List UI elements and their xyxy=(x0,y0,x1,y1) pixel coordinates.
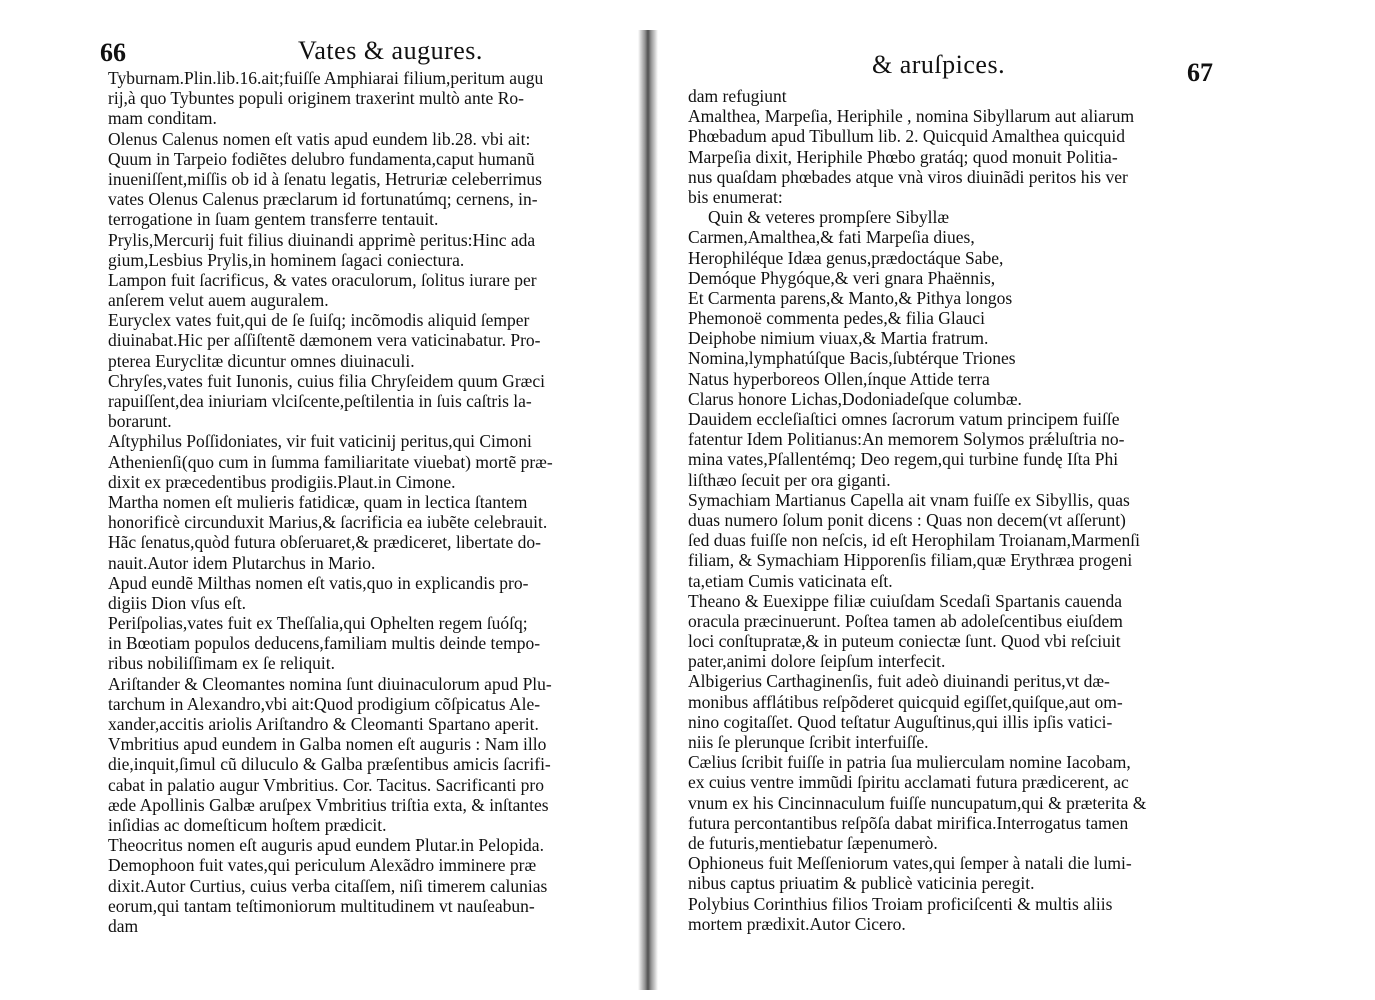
text-line: de futuris,mentiebatur ſæpenumerò. xyxy=(688,832,938,853)
text-line: Symachiam Martianus Capella ait vnam fuiſſe ex Sibyllis, quas xyxy=(688,489,1130,510)
left-body-text xyxy=(108,68,628,936)
text-line: anſerem velut auem auguralem. xyxy=(108,290,329,311)
text-line: dixit.Autor Curtius, cuius verba citaſſem, niſi timerem calunias xyxy=(108,875,548,896)
text-line: vnum ex his Cincinnaculum fuiſſe nuncupatum,qui & præterita & xyxy=(688,792,1147,813)
text-line: Polybius Corinthius filios Troiam proficiſcenti & multis aliis xyxy=(688,893,1113,914)
text-line: Cælius ſcribit fuiſſe in patria ſua mulierculam nomine Iacobam, xyxy=(688,752,1131,773)
text-line: mam conditam. xyxy=(108,108,217,129)
text-line: fatentur Idem Politianus:An memorem Solymos prǽluſtria no- xyxy=(688,429,1125,450)
text-line: dam xyxy=(108,915,139,936)
text-line: cabat in palatio augur Vmbritius. Cor. Tacitus. Sacrificanti pro xyxy=(108,774,545,795)
text-line: Deiphobe nimium viuax,& Martia fratrum. xyxy=(688,328,989,349)
text-line: inſidias ac domeſticum hoſtem prædicit. xyxy=(108,814,387,835)
text-line: futura percontantibus reſpõſa dabat mirifica.Interrogatus tamen xyxy=(688,812,1129,833)
page-number: 66 xyxy=(100,38,126,67)
page-number: 67 xyxy=(1187,58,1213,87)
book-gutter xyxy=(638,30,658,990)
text-line: Nomina,lymphatúſque Bacis,ſubtérque Triones xyxy=(688,348,1016,369)
text-line: Ophioneus fuit Meſſeniorum vates,qui ſemper à natali die lumi- xyxy=(688,853,1132,874)
text-line: ſed duas fuiſſe non neſcis, id eſt Herophilam Troianam,Marmenſi xyxy=(688,530,1141,551)
text-line: filiam, & Symachiam Hipporenſis filiam,quæ Erythræa progeni xyxy=(688,550,1133,571)
left-page xyxy=(0,0,640,1000)
text-line: niis ſe plerunque ſcribit interfuiſſe. xyxy=(688,732,929,752)
text-line: Clarus honore Lichas,Dodoniadeſque columbæ. xyxy=(688,388,1022,409)
text-line: Vmbritius apud eundem in Galba nomen eſt auguris : Nam illo xyxy=(108,734,547,755)
text-line: Phemonoë commenta pedes,& filia Glauci xyxy=(688,308,985,329)
text-line: Hãc ſenatus,quòd futura obſeruaret,& prædiceret, libertate do- xyxy=(108,532,541,553)
text-line: Quum in Tarpeio fodiẽtes delubro fundamenta,caput humanũ xyxy=(108,148,535,169)
text-line: Periſpolias,vates fuit ex Theſſalia,qui Ophelten regem ſuóſq; xyxy=(108,613,528,634)
text-line: Phœbadum apud Tibullum lib. 2. Quicquid Amalthea quicquid xyxy=(688,126,1126,147)
text-line: pterea Euryclitæ dicuntur omnes diuinaculi. xyxy=(108,350,415,371)
text-line: dixit ex præcedentibus prodigiis.Plaut.in Cimone. xyxy=(108,471,456,492)
text-line: oracula præcinuerunt. Poſtea tamen ab adoleſcentibus eiuſdem xyxy=(688,610,1123,631)
text-line: Aſtyphilus Poſſidoniates, vir fuit vaticinij peritus,qui Cimoni xyxy=(108,431,532,452)
text-line: mortem prædixit.Autor Cicero. xyxy=(688,913,906,934)
text-line: nus quaſdam phœbades atque vnà viros diuinãdi peritos his ver xyxy=(688,166,1128,187)
text-line: Carmen,Amalthea,& fati Marpeſia diues, xyxy=(688,227,975,248)
text-line: Chryſes,vates fuit Iunonis, cuius filia Chryſeidem quum Græci xyxy=(108,370,545,391)
text-line: pater,animi dolore ſeipſum interfecit. xyxy=(688,651,946,672)
text-line: Albigerius Carthaginenſis, fuit adeò diuinandi peritus,vt dæ- xyxy=(688,671,1110,692)
text-line: æde Apollinis Galbæ aruſpex Vmbritius triſtia exta, & inſtantes xyxy=(108,794,549,815)
text-line: digiis Dion vſus eſt. xyxy=(108,592,247,613)
text-line: Demóque Phygóque,& veri gnara Phaënnis, xyxy=(688,267,996,288)
text-line: ta,etiam Cumis vaticinata eſt. xyxy=(688,570,893,591)
right-page xyxy=(660,0,1375,1000)
text-line: gium,Lesbius Prylis,in hominem ſagaci coniectura. xyxy=(108,249,465,270)
text-line: die,inquit,ſimul cũ diluculo & Galba præſentibus amicis ſacrifi- xyxy=(108,754,551,775)
text-line: Herophiléque Idæa genus,prædoctáque Sabe, xyxy=(688,247,1004,268)
text-line: Amalthea, Marpeſia, Heriphile , nomina Sibyllarum aut aliarum xyxy=(688,106,1135,127)
text-line: bis enumerat: xyxy=(688,186,783,207)
text-line: Athenienſi(quo cum in ſumma familiaritate viuebat) mortẽ præ- xyxy=(108,451,553,472)
text-line: eorum,qui tantam teſtimoniorum multitudinem vt nauſeabun- xyxy=(108,895,535,916)
text-line: xander,accitis ariolis Ariſtandro & Cleomanti Spartano aperit. xyxy=(108,714,539,734)
text-line: Martha nomen eſt mulieris fatidicæ, quam in lectica ſtantem xyxy=(108,491,528,512)
text-line: nibus captus priuatim & publicè vaticinia peregit. xyxy=(688,873,1035,894)
text-line: in Bœotiam populos deducens,familiam multis deinde tempo- xyxy=(108,633,541,654)
text-line: Quin & veteres prompſere Sibyllæ xyxy=(708,207,950,228)
text-line: monibus afflátibus reſpõderet quicquid egiſſet,quiſque,aut om- xyxy=(688,691,1123,712)
text-line: loci conſtupratæ,& in puteum coniectæ ſunt. Quod vbi reſciuit xyxy=(688,631,1121,652)
text-line: Demophoon fuit vates,qui periculum Alexãdro imminere præ xyxy=(108,855,537,876)
text-line: diuinabat.Hic per aſſiſtentẽ dæmonem vera vaticinabatur. Pro- xyxy=(108,330,541,351)
text-line: Theocritus nomen eſt auguris apud eundem Plutar.in Pelopida. xyxy=(108,835,544,856)
text-line: Natus hyperboreos Ollen,ínque Attide terra xyxy=(688,368,990,389)
text-line: ribus nobiliſſimam ex ſe reliquit. xyxy=(108,653,335,674)
text-line: Tyburnam.Plin.lib.16.ait;fuiſſe Amphiarai filium,peritum augu xyxy=(108,68,544,88)
text-line: Lampon fuit ſacrificus, & vates oraculorum, ſolitus iurare per xyxy=(108,269,537,290)
text-line: borarunt. xyxy=(108,411,172,432)
text-line: honorificè circunduxit Marius,& ſacrificia ea iubẽte celebrauit. xyxy=(108,512,548,533)
text-line: Theano & Euexippe filiæ cuiuſdam Scedaſi Spartanis cauenda xyxy=(688,590,1122,611)
text-line: dam refugiunt xyxy=(688,86,787,106)
text-line: Ariſtander & Cleomantes nomina ſunt diuinaculorum apud Plu- xyxy=(108,673,552,694)
text-line: rij,à quo Tybuntes populi originem traxerint multò ante Ro- xyxy=(108,88,524,109)
text-line: rapuiſſent,dea iniuriam vlciſcente,peſtilentia in ſuis caſtris la- xyxy=(108,391,532,411)
text-line: ex cuius ventre immũdi ſpiritu acclamati futura prædicerent, ac xyxy=(688,772,1129,793)
right-body-text xyxy=(688,86,1218,934)
text-line: mina vates,Pſallentémq; Deo regem,qui turbine fundę Iſta Phi xyxy=(688,449,1119,470)
text-line: Dauidem eccleſiaſtici omnes ſacrorum vatum principem fuiſſe xyxy=(688,409,1120,429)
text-line: Apud eundẽ Milthas nomen eſt vatis,quo in explicandis pro- xyxy=(108,572,529,593)
running-head: & aruſpices. xyxy=(872,50,1006,79)
text-line: Marpeſia dixit, Heriphile Phœbo gratáq; quod monuit Politia- xyxy=(688,146,1118,167)
text-line: terrogatione in ſuam gentem transferre tentauit. xyxy=(108,209,439,230)
text-line: Prylis,Mercurij fuit filius diuinandi apprimè peritus:Hinc ada xyxy=(108,229,536,250)
text-line: inueniſſent,miſſis ob id à ſenatu legatis, Hetruriæ celeberrimus xyxy=(108,168,542,189)
text-line: Et Carmenta parens,& Manto,& Pithya longos xyxy=(688,287,1013,308)
text-line: vates Olenus Calenus præclarum id fortunatúmq; cernens, in- xyxy=(108,189,538,210)
text-line: Olenus Calenus nomen eſt vatis apud eundem lib.28. vbi ait: xyxy=(108,128,531,149)
text-line: nino cogitaſſet. Quod teſtatur Auguſtinus,qui illis ipſis vatici- xyxy=(688,711,1113,732)
text-line: tarchum in Alexandro,vbi ait:Quod prodigium cõſpicatus Ale- xyxy=(108,693,541,714)
text-line: duas numero ſolum ponit dicens : Quas non decem(vt aſſerunt) xyxy=(688,509,1126,530)
text-line: Euryclex vates fuit,qui de ſe ſuiſq; incõmodis aliquid ſemper xyxy=(108,310,530,331)
text-line: nauit.Autor idem Plutarchus in Mario. xyxy=(108,552,376,573)
text-line: liſthæo ſecuit per ora giganti. xyxy=(688,469,891,490)
running-head: Vates & augures. xyxy=(298,36,483,65)
